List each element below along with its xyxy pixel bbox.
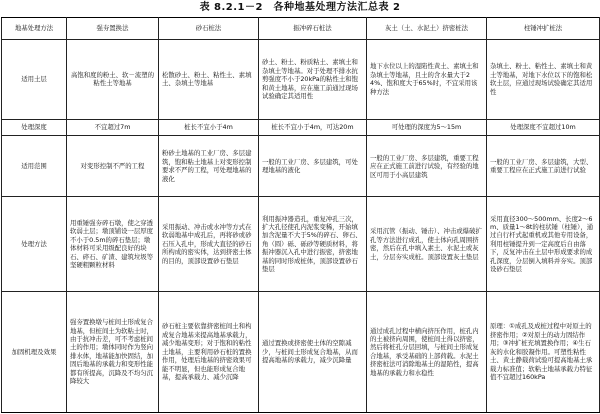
header-cell: 砂石桩法 bbox=[159, 18, 259, 40]
table-cell: 用重锤强夯碎石墩，使之穿透软弱土层；墩顶铺设一层厚度不小于0.5m的碎石垫层；墩体材料可采用级配良好的块石、碎石、矿渣、建筑垃圾等坚硬粗颗粒材料 bbox=[67, 197, 159, 291]
table-cell: 采用直径300～500mm、长度2～6m、质量1～8t的柱状锤（柱锤），通过自行杆式起重机或其他专用设备，利用柱锤提升到一定高度后自由落下，反复冲击在土层中形成要求的成孔深度，分层倒入填料并夯实。顶部设砂石垫层 bbox=[487, 197, 600, 291]
table-cell: 原理：①成孔及成桩过程中对原土的挤密作用；②对原土的动力固结作用；③冲扩桩充填置换作用；④生石灰的水化和胶凝作用。可塑性粘性土、黄土静载荷试验可提高地基土承载力标准值；软粘土地基承载力特征值不宜超过160kPa bbox=[487, 291, 600, 412]
table-cell: 桩长不宜小于4m，可达20m bbox=[259, 119, 367, 136]
table-cell: 通过成孔过程中横向挤压作用，桩孔内的土被挤向周围，使桩间土得以挤密，然后将桩孔分层回填，与桩间土形成复合地基，承受基础的上部荷载。水泥土挤密桩法可消除地基土的湿陷性，提高地基的承载力和水稳性 bbox=[367, 291, 487, 412]
row-label: 处理方法 bbox=[2, 197, 67, 291]
header-cell: 灰土（土、水泥土）挤密桩法 bbox=[367, 18, 487, 40]
table-cell: 利用振冲器造孔，重复冲孔三次，扩大孔径使孔内泥浆变稀，开始填加含泥量不大于5%的碎石、卵石、角（圆）砾、砾砂等硬质材料，将振冲器沉入孔中进行振密，挤密地基的同时形成桩体，顶部设置砂石垫层 bbox=[259, 197, 367, 291]
table-cell: 通过置换或挤密使土体的空隙减少，与桩间土形成复合地基，从而提高地基的承载力，减少沉降量 bbox=[259, 291, 367, 412]
row-label: 加固机理及效果 bbox=[2, 291, 67, 412]
table-cell: 高饱和度的粉土、软－流塑的粘性土等地基 bbox=[67, 40, 159, 120]
table-cell: 一般的工业厂房、多层建筑，大型、重要工程应在正式施工前进行试验 bbox=[487, 136, 600, 197]
table-title: 表 8.2.1－2 各种地基处理方法汇总表 2 bbox=[199, 2, 401, 13]
header-cell: 柱锤冲扩桩法 bbox=[487, 18, 600, 40]
summary-table bbox=[1, 17, 600, 413]
table-cell: 杂填土、粉土、粘性土、素填土和黄土等地基，对地下水位以下的饱和松软土层，应通过现场试验确定其适用性 bbox=[487, 40, 600, 120]
row-label: 适用土层 bbox=[2, 40, 67, 120]
header-cell: 强夯置换法 bbox=[67, 18, 159, 40]
table-cell: 粉砂土地基的工业厂房、多层建筑，饱和粘土地基上对变形控制要求不严的工程，可处理地基的液化 bbox=[159, 136, 259, 197]
row-label: 适用范围 bbox=[2, 136, 67, 197]
table-cell: 一般的工业厂房、多层建筑，可处理地基的液化 bbox=[259, 136, 367, 197]
table-cell: 不宜超过7m bbox=[67, 119, 159, 136]
table-cell: 砂土、粉土、粉质粘土、素填土和杂填土等地基。对于处理不排水抗剪强度不小于20kPa的粘性土和饱和黄土地基，应在施工前通过现场试验确定其适用性 bbox=[259, 40, 367, 120]
table-cell: 强夯置换墩与桩间土形成复合地基，但桩间土为软粘土时，由于抗冲击差，可不考虑桩间土的作用；墩体同时作为竖向排水体，地基能加快固结，加固后地基的承载力和变形性能都有所提高，沉降及不均匀沉降较大 bbox=[67, 291, 159, 412]
table-row bbox=[2, 291, 600, 412]
table-row bbox=[2, 40, 600, 120]
table-cell: 地下水位以上的湿陷性黄土、素填土和杂填土等地基，且土的含水量大于24%、饱和度大于65%时，不宜采用该种方法 bbox=[367, 40, 487, 120]
table-row bbox=[2, 119, 600, 136]
header-cell: 地基处理方法 bbox=[2, 18, 67, 40]
table-cell: 砂石桩主要依靠挤密桩间土和构成复合地基来提高地基承载力，减少地基变形；对于饱和的粘性土地基，主要利用砂石桩的置换作用，处理后地基的挤密效果可能不明显，但也能形成复合地基，提高承载力、减少沉降 bbox=[159, 291, 259, 412]
table-cell: 处理深度不宜超过10m bbox=[487, 119, 600, 136]
table-cell: 对变形控制不严的工程 bbox=[67, 136, 159, 197]
table-cell: 松散砂土、粉土、粘性土、素填土、杂填土等地基 bbox=[159, 40, 259, 120]
table-row bbox=[2, 197, 600, 291]
table-cell: 采用沉管（振动、锤击）、冲击或爆破扩孔等方法进行成孔，使土体向孔周围挤密，然后在孔中填入素土、水泥土或灰土，分层夯实成桩。顶部设置灰土垫层 bbox=[367, 197, 487, 291]
table-cell: 桩长不宜小于4m bbox=[159, 119, 259, 136]
table-cell: 可处理的深度为5～15m bbox=[367, 119, 487, 136]
header-cell: 振冲碎石桩法 bbox=[259, 18, 367, 40]
header-row bbox=[2, 18, 600, 40]
table-cell: 一般的工业厂房、多层建筑，重要工程应在正式施工前进行试验，有经验的地区可用于小高层建筑 bbox=[367, 136, 487, 197]
row-label: 处理深度 bbox=[2, 119, 67, 136]
table-cell: 采用振动、冲击或水冲等方式在软弱地基中成孔后，再将砂或砂石压入孔中，形成大直径的砂石所构成的密实体，达到挤密土体的目的，顶部设置砂石垫层 bbox=[159, 197, 259, 291]
table-row bbox=[2, 136, 600, 197]
